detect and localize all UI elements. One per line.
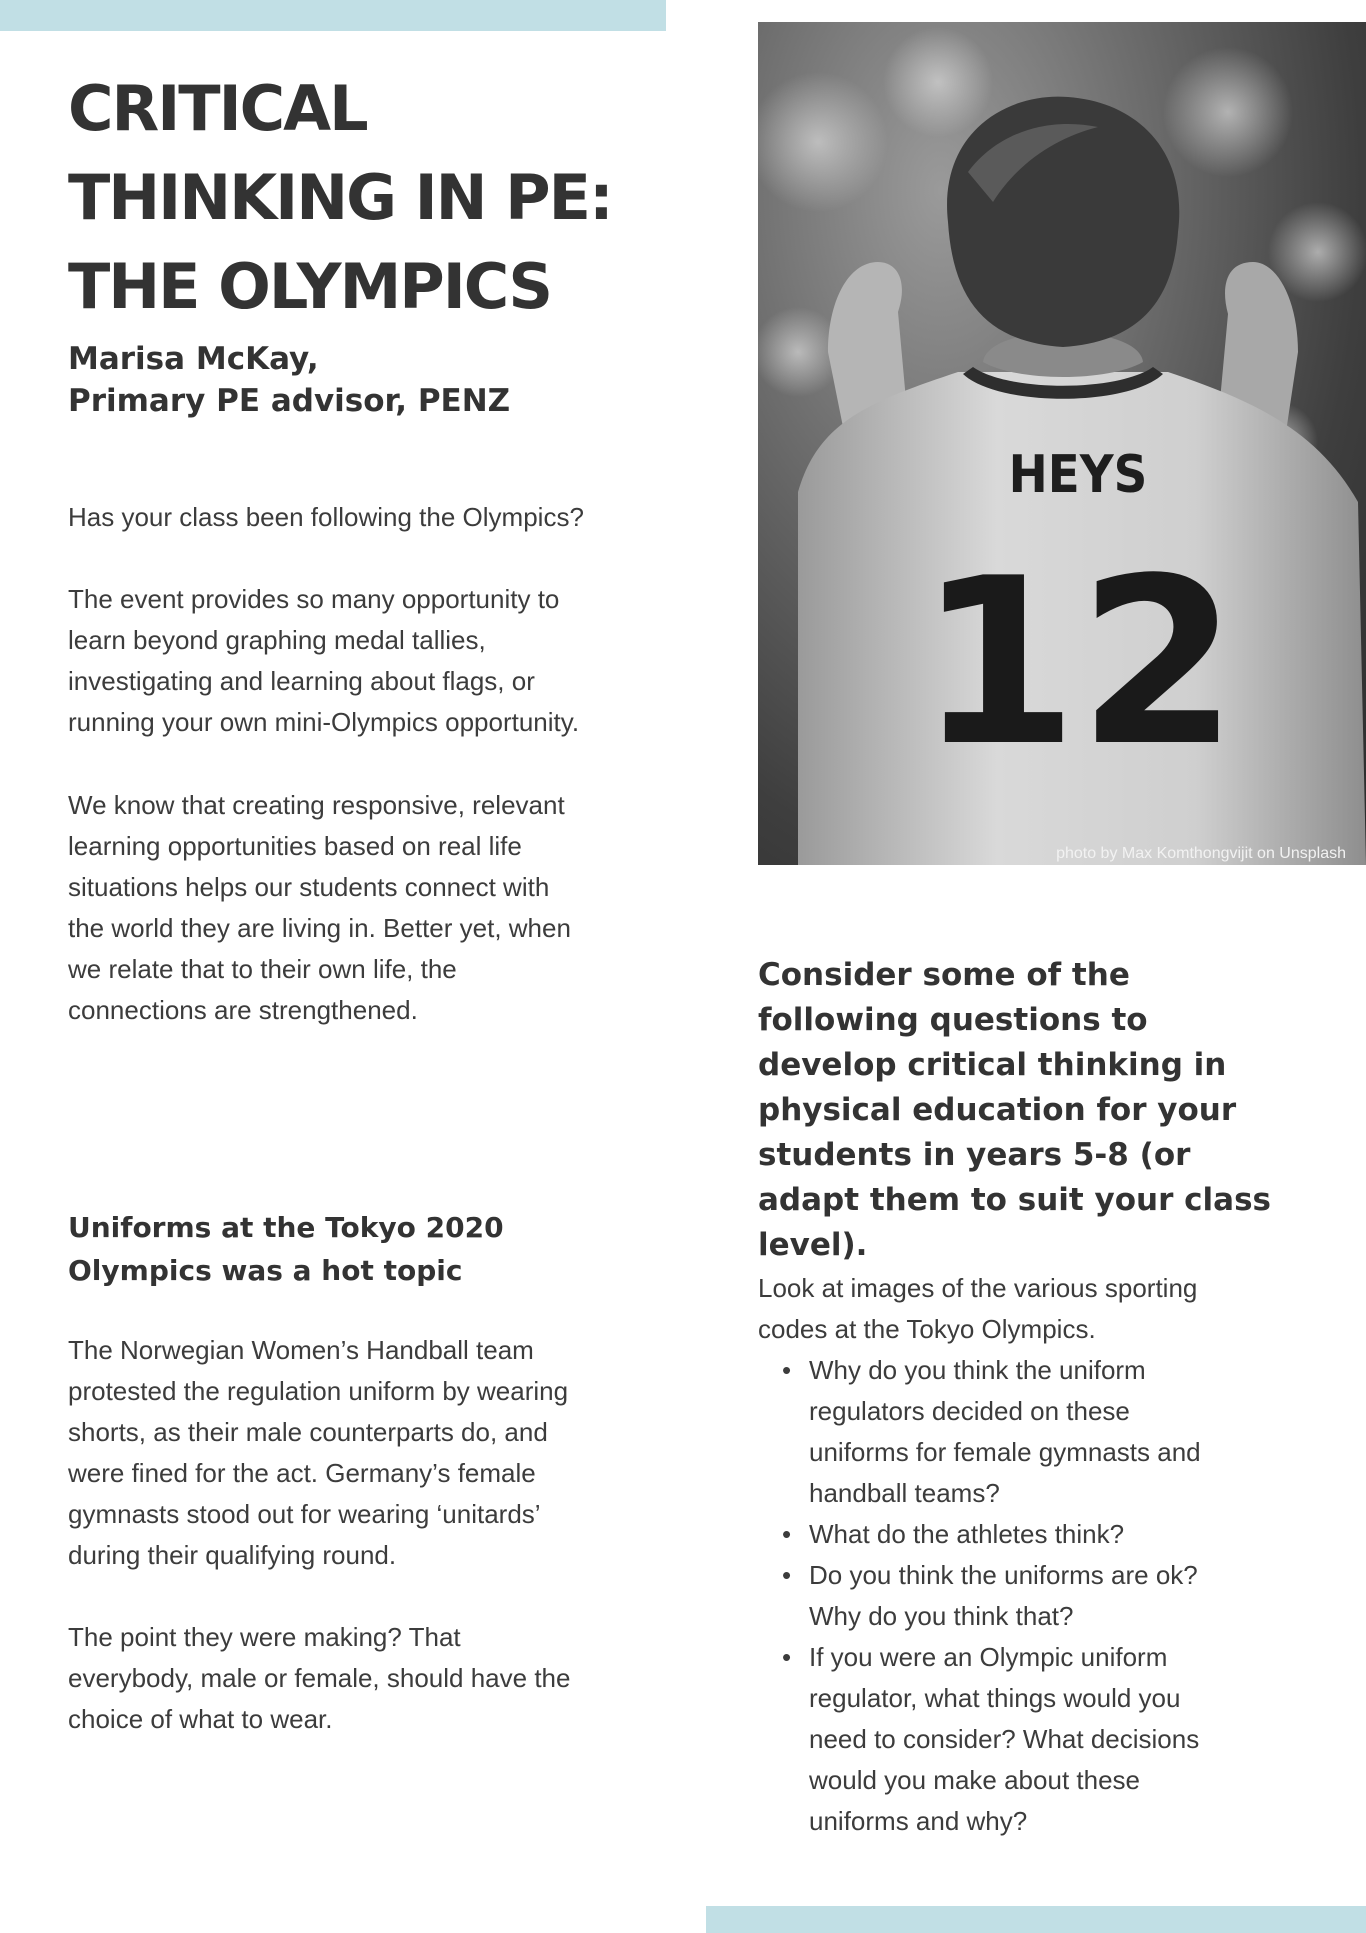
text-line: running your own mini-Olympics opportunity.: [68, 707, 580, 737]
top-accent-bar: [0, 0, 666, 31]
list-item: [758, 1514, 1358, 1555]
paragraph-opportunities: [68, 579, 668, 743]
text-line: would you make about these: [809, 1765, 1140, 1795]
subheading-line: Uniforms at the Tokyo 2020: [68, 1211, 504, 1245]
article-title: [68, 64, 668, 331]
paragraph-intro: [68, 497, 668, 538]
athlete-illustration: [758, 22, 1366, 865]
heading-line: physical education for your: [758, 1091, 1237, 1128]
paragraph-responsive-learning: [68, 785, 668, 1031]
bottom-accent-bar: [706, 1906, 1366, 1933]
heading-line: level).: [758, 1226, 868, 1263]
text-line: need to consider? What decisions: [809, 1724, 1200, 1754]
text-line: situations helps our students connect with: [68, 872, 550, 902]
text-line: Do you think the uniforms are ok?: [809, 1560, 1198, 1590]
list-item: [758, 1350, 1358, 1514]
photo-credit: photo by Max Komthongvijit on Unsplash: [1056, 845, 1346, 862]
heading-line: students in years 5-8 (or: [758, 1136, 1191, 1173]
jersey-name: HEYS: [1008, 445, 1148, 505]
text-line: handball teams?: [809, 1478, 1000, 1508]
text-line: we relate that to their own life, the: [68, 954, 457, 984]
author-name: Marisa McKay,: [68, 341, 319, 377]
title-line: CRITICAL: [68, 72, 367, 145]
jersey-number: 12: [917, 530, 1239, 797]
text-line: The point they were making? That: [68, 1622, 461, 1652]
text-line: We know that creating responsive, relevant: [68, 790, 565, 820]
heading-line: Consider some of the: [758, 956, 1130, 993]
heading-line: develop critical thinking in: [758, 1046, 1227, 1083]
athlete-photo: [758, 22, 1366, 865]
heading-line: following questions to: [758, 1001, 1148, 1038]
text-line: codes at the Tokyo Olympics.: [758, 1314, 1096, 1344]
subheading-line: Olympics was a hot topic: [68, 1254, 463, 1288]
questions-heading: [758, 953, 1348, 1268]
bullet-icon: •: [782, 1560, 792, 1590]
text-line: Why do you think the uniform: [809, 1355, 1146, 1385]
text-line: uniforms and why?: [809, 1806, 1028, 1836]
text-line: the world they are living in. Better yet, when: [68, 913, 571, 943]
bullet-icon: •: [782, 1642, 792, 1672]
text-line: If you were an Olympic uniform: [809, 1642, 1168, 1672]
text-line: connections are strengthened.: [68, 995, 418, 1025]
text-line: learn beyond graphing medal tallies,: [68, 625, 486, 655]
text-line: during their qualifying round.: [68, 1540, 397, 1570]
paragraph-handball-protest: [68, 1330, 668, 1576]
section-subheading: [68, 1206, 668, 1292]
heading-line: adapt them to suit your class: [758, 1181, 1271, 1218]
bullet-icon: •: [782, 1355, 792, 1385]
author-byline: [68, 338, 668, 422]
text-line: investigating and learning about flags, or: [68, 666, 535, 696]
text-line: The event provides so many opportunity to: [68, 584, 560, 614]
text-line: shorts, as their male counterparts do, and: [68, 1417, 548, 1447]
list-item: [758, 1637, 1358, 1842]
bullet-icon: •: [782, 1519, 792, 1549]
text-line: regulators decided on these: [809, 1396, 1130, 1426]
text-line: uniforms for female gymnasts and: [809, 1437, 1201, 1467]
title-line: THINKING IN PE:: [68, 161, 612, 234]
list-item: [758, 1555, 1358, 1637]
text-line: were fined for the act. Germany’s female: [68, 1458, 536, 1488]
questions-intro: [758, 1268, 1358, 1350]
text-line: What do the athletes think?: [809, 1519, 1125, 1549]
questions-list: [758, 1350, 1358, 1842]
paragraph-point: [68, 1617, 668, 1740]
title-line: THE OLYMPICS: [68, 250, 552, 323]
text-line: Has your class been following the Olympics?: [68, 502, 584, 532]
text-line: everybody, male or female, should have the: [68, 1663, 571, 1693]
text-line: Why do you think that?: [809, 1601, 1074, 1631]
author-role: Primary PE advisor, PENZ: [68, 383, 511, 419]
text-line: learning opportunities based on real life: [68, 831, 522, 861]
text-line: regulator, what things would you: [809, 1683, 1181, 1713]
text-line: protested the regulation uniform by wearing: [68, 1376, 569, 1406]
text-line: choice of what to wear.: [68, 1704, 333, 1734]
text-line: The Norwegian Women’s Handball team: [68, 1335, 534, 1365]
text-line: gymnasts stood out for wearing ‘unitards’: [68, 1499, 541, 1529]
text-line: Look at images of the various sporting: [758, 1273, 1198, 1303]
